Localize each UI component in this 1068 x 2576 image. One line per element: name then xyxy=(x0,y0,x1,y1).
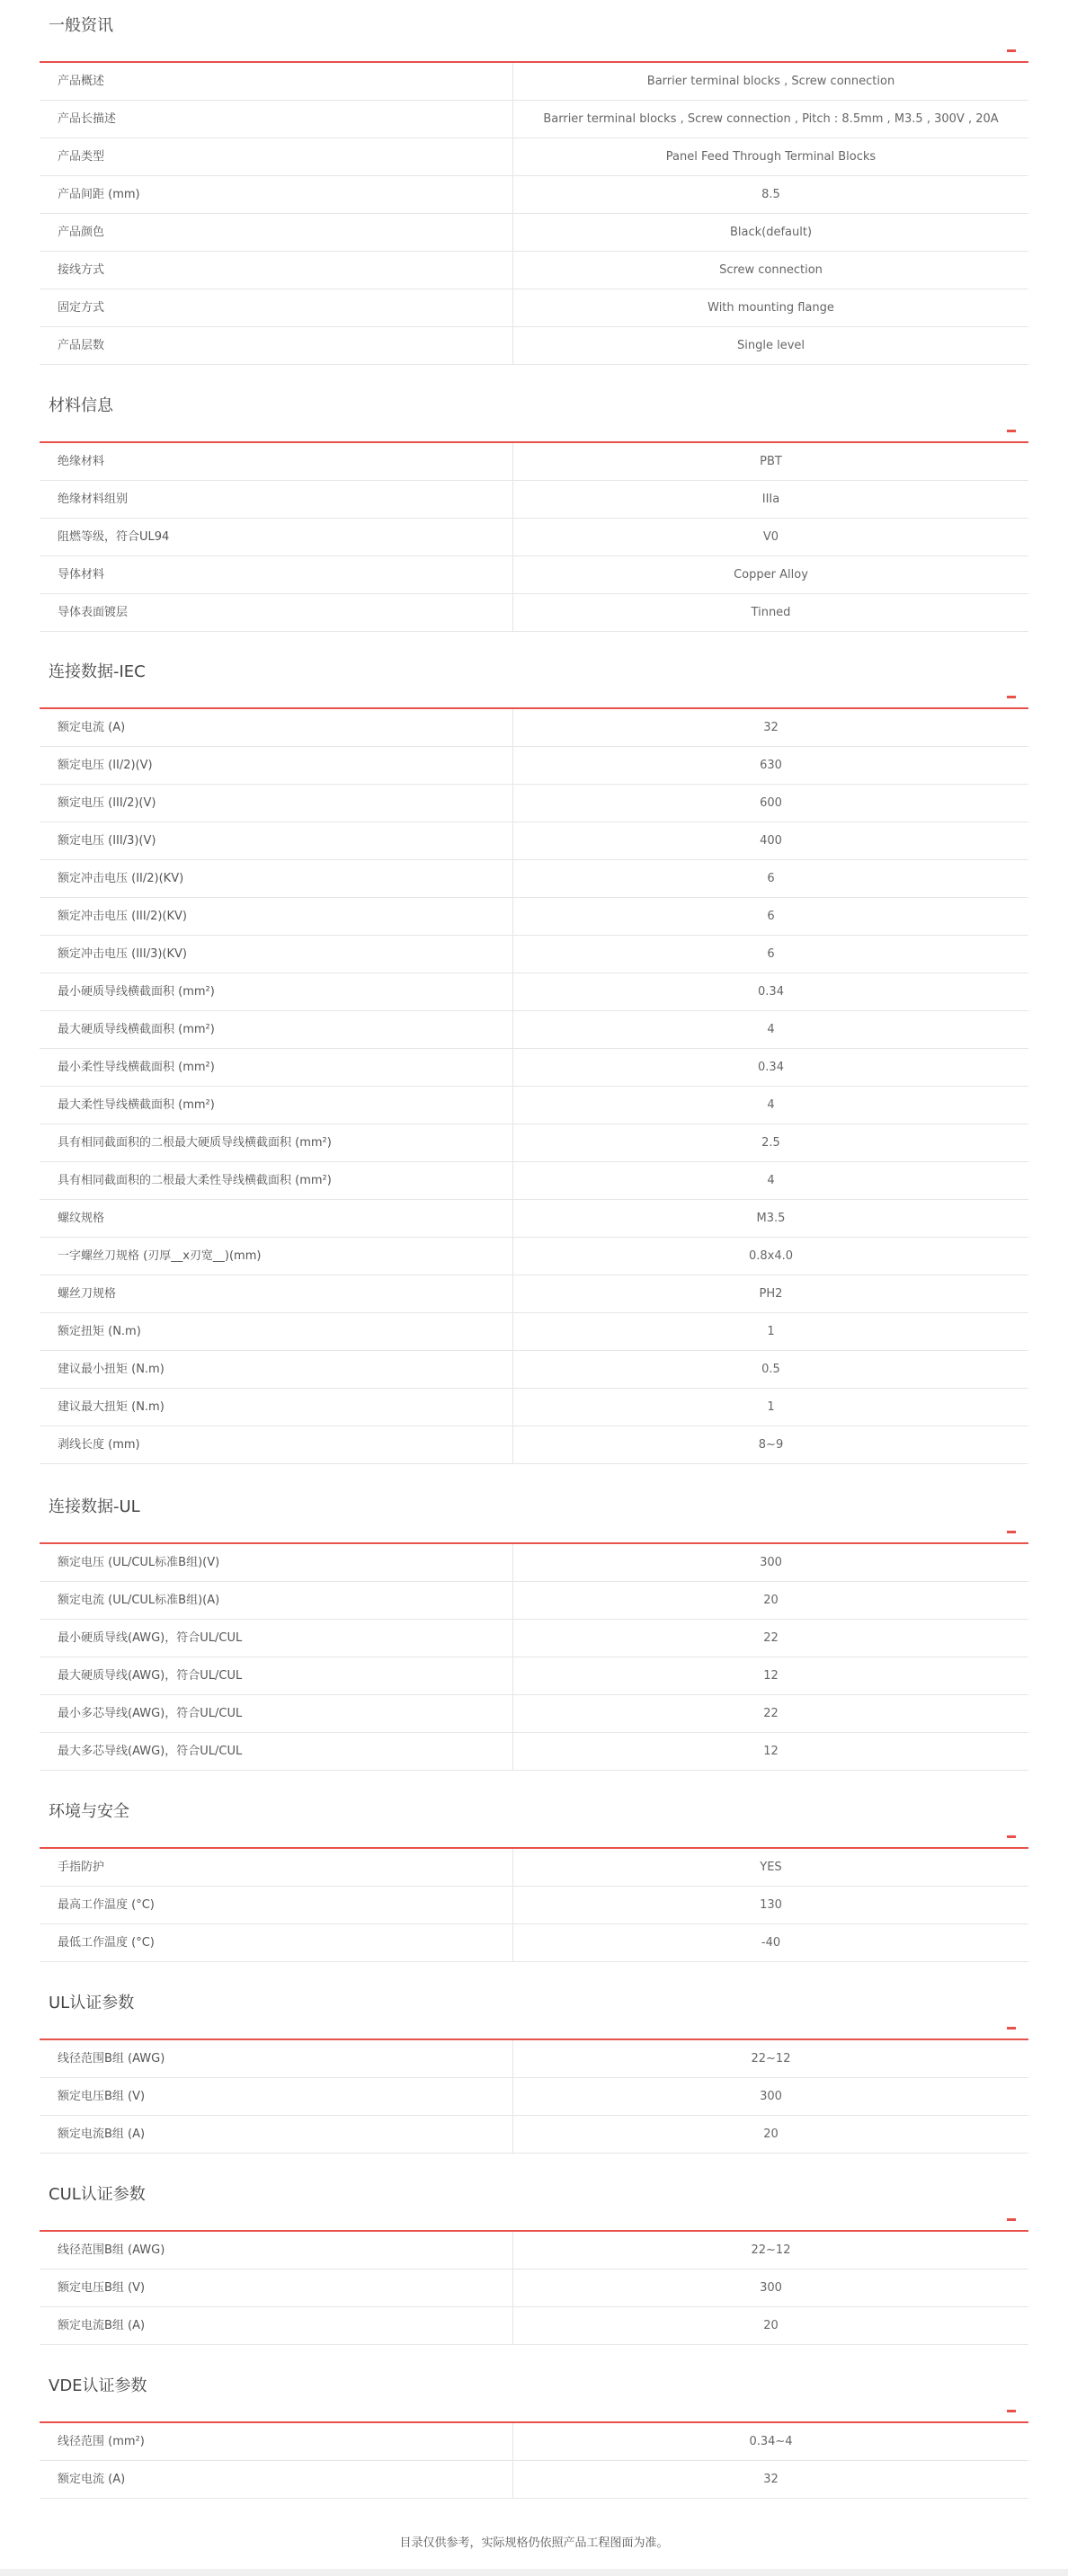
spec-label: 产品间距 (mm) xyxy=(40,176,513,213)
spec-value: Copper Alloy xyxy=(734,568,808,582)
table-row xyxy=(40,214,1028,252)
spec-label: 接线方式 xyxy=(40,252,513,289)
table-row xyxy=(40,443,1028,481)
spec-label: 额定电流 (A) xyxy=(40,709,513,746)
section-title: VDE认证参数 xyxy=(49,2376,147,2395)
section-connection-ul xyxy=(40,1481,1028,1771)
section-header xyxy=(40,2169,1028,2232)
spec-value: 4 xyxy=(767,1174,775,1187)
spec-value: 22~12 xyxy=(751,2052,791,2065)
section-title: 材料信息 xyxy=(49,396,113,415)
table-row xyxy=(40,1011,1028,1049)
table-row xyxy=(40,747,1028,785)
spec-label: 线径范围 (mm²) xyxy=(40,2423,513,2460)
spec-label: 产品概述 xyxy=(40,63,513,100)
table-row xyxy=(40,1124,1028,1162)
spec-value: 130 xyxy=(760,1898,782,1912)
table-row xyxy=(40,2307,1028,2345)
section-header xyxy=(40,646,1028,709)
table-row xyxy=(40,898,1028,936)
spec-table xyxy=(40,2232,1028,2345)
footer-note: 目录仅供参考，实际规格仍依照产品工程图面为准。 xyxy=(399,2536,669,2550)
spec-value: 600 xyxy=(760,796,782,810)
spec-label: 导体材料 xyxy=(40,556,513,593)
section-general-info xyxy=(40,0,1028,365)
spec-label: 导体表面镀层 xyxy=(40,594,513,631)
spec-label: 螺丝刀规格 xyxy=(40,1275,513,1312)
spec-label: 具有相同截面积的二根最大柔性导线横截面积 (mm²) xyxy=(40,1162,513,1199)
table-row xyxy=(40,327,1028,365)
table-row xyxy=(40,101,1028,138)
spec-label: 额定电流B组 (A) xyxy=(40,2307,513,2344)
section-title: 环境与安全 xyxy=(49,1802,129,1821)
table-row xyxy=(40,1313,1028,1351)
spec-value: Black(default) xyxy=(729,226,813,239)
spec-label: 额定电流B组 (A) xyxy=(40,2116,513,2153)
spec-table xyxy=(40,709,1028,1464)
table-row xyxy=(40,2270,1028,2307)
collapse-icon[interactable] xyxy=(1007,2027,1016,2030)
spec-value: Barrier terminal blocks , Screw connection , Pitch : 8.5mm , M3.5 , 300V , 20A xyxy=(543,112,999,126)
table-row xyxy=(40,1544,1028,1582)
spec-label: 额定电流 (UL/CUL标准B组)(A) xyxy=(40,1582,513,1619)
table-row xyxy=(40,1887,1028,1924)
spec-value: IIIa xyxy=(761,493,780,506)
spec-value: 6 xyxy=(767,872,775,885)
spec-label: 最大硬质导线(AWG)，符合UL/CUL xyxy=(40,1657,513,1694)
spec-label: 额定电压 (II/2)(V) xyxy=(40,747,513,784)
table-row xyxy=(40,2116,1028,2154)
table-row xyxy=(40,785,1028,822)
table-row xyxy=(40,709,1028,747)
spec-label: 最大多芯导线(AWG)，符合UL/CUL xyxy=(40,1733,513,1770)
spec-value: 0.34 xyxy=(758,985,784,999)
spec-label: 绝缘材料 xyxy=(40,443,513,480)
spec-value: 0.34~4 xyxy=(749,2435,793,2448)
spec-label: 产品类型 xyxy=(40,138,513,175)
table-row xyxy=(40,2423,1028,2461)
section-title: 一般资讯 xyxy=(49,16,113,35)
spec-label: 线径范围B组 (AWG) xyxy=(40,2232,513,2269)
spec-label: 线径范围B组 (AWG) xyxy=(40,2040,513,2077)
section-environment-safety xyxy=(40,1786,1028,1962)
table-row xyxy=(40,519,1028,556)
spec-value: Single level xyxy=(736,339,805,352)
table-row xyxy=(40,1275,1028,1313)
table-row xyxy=(40,289,1028,327)
collapse-icon[interactable] xyxy=(1007,2410,1016,2412)
section-cul-certification xyxy=(40,2169,1028,2345)
spec-value: 22 xyxy=(763,1631,779,1645)
collapse-icon[interactable] xyxy=(1007,1835,1016,1838)
spec-value: 6 xyxy=(767,947,775,961)
spec-value: 8~9 xyxy=(758,1438,784,1452)
spec-label: 螺纹规格 xyxy=(40,1200,513,1237)
spec-label: 绝缘材料组别 xyxy=(40,481,513,518)
table-row xyxy=(40,1200,1028,1238)
spec-label: 额定电压B组 (V) xyxy=(40,2270,513,2306)
spec-value: 630 xyxy=(760,759,782,772)
spec-table xyxy=(40,443,1028,632)
collapse-icon[interactable] xyxy=(1007,430,1016,432)
table-row xyxy=(40,481,1028,519)
table-row xyxy=(40,1924,1028,1962)
collapse-icon[interactable] xyxy=(1007,1531,1016,1533)
table-row xyxy=(40,1238,1028,1275)
table-row xyxy=(40,176,1028,214)
spec-label: 阻燃等级，符合UL94 xyxy=(40,519,513,555)
table-row xyxy=(40,1087,1028,1124)
spec-value: 0.8x4.0 xyxy=(748,1249,794,1263)
table-row xyxy=(40,1351,1028,1389)
table-row xyxy=(40,1582,1028,1620)
spec-value: Barrier terminal blocks , Screw connection xyxy=(646,75,895,88)
table-row xyxy=(40,252,1028,289)
section-material-info xyxy=(40,380,1028,632)
spec-table xyxy=(40,2040,1028,2154)
section-header xyxy=(40,1481,1028,1544)
spec-label: 额定电压 (III/3)(V) xyxy=(40,822,513,859)
spec-value: 20 xyxy=(763,1594,779,1607)
spec-value: 22~12 xyxy=(751,2243,791,2257)
table-row xyxy=(40,822,1028,860)
section-title: 连接数据-IEC xyxy=(49,662,146,681)
collapse-icon[interactable] xyxy=(1007,2218,1016,2221)
spec-label: 最大硬质导线横截面积 (mm²) xyxy=(40,1011,513,1048)
spec-value: YES xyxy=(760,1861,782,1874)
spec-value: 1 xyxy=(767,1400,775,1414)
spec-value: 12 xyxy=(763,1669,779,1683)
section-connection-iec xyxy=(40,646,1028,1464)
spec-value: 22 xyxy=(763,1707,779,1720)
collapse-icon[interactable] xyxy=(1007,696,1016,698)
table-row xyxy=(40,1695,1028,1733)
section-header xyxy=(40,0,1028,63)
spec-value: 20 xyxy=(763,2127,779,2141)
spec-value: 0.34 xyxy=(758,1061,784,1074)
spec-label: 最小柔性导线横截面积 (mm²) xyxy=(40,1049,513,1086)
table-row xyxy=(40,2078,1028,2116)
spec-label: 额定电压B组 (V) xyxy=(40,2078,513,2115)
section-vde-certification xyxy=(40,2360,1028,2499)
spec-value: 1 xyxy=(767,1325,775,1338)
table-row xyxy=(40,2461,1028,2499)
spec-label: 最小硬质导线(AWG)，符合UL/CUL xyxy=(40,1620,513,1657)
spec-value: 8.5 xyxy=(761,188,780,201)
spec-label: 额定电流 (A) xyxy=(40,2461,513,2498)
table-row xyxy=(40,860,1028,898)
section-header xyxy=(40,1786,1028,1849)
section-title: 连接数据-UL xyxy=(49,1497,140,1516)
spec-label: 产品长描述 xyxy=(40,101,513,138)
table-row xyxy=(40,1426,1028,1464)
spec-label: 一字螺丝刀规格 (刃厚__x刃宽__)(mm) xyxy=(40,1238,513,1275)
spec-value: 20 xyxy=(763,2319,779,2332)
spec-label: 额定电压 (III/2)(V) xyxy=(40,785,513,822)
spec-value: Tinned xyxy=(751,606,791,619)
spec-label: 额定冲击电压 (III/2)(KV) xyxy=(40,898,513,935)
spec-value: 32 xyxy=(763,721,779,734)
page-bottom-bar xyxy=(0,2569,1068,2576)
table-row xyxy=(40,1162,1028,1200)
spec-label: 最低工作温度 (°C) xyxy=(40,1924,513,1961)
table-row xyxy=(40,1049,1028,1087)
spec-value: 4 xyxy=(767,1098,775,1112)
spec-label: 额定扭矩 (N.m) xyxy=(40,1313,513,1350)
section-header xyxy=(40,2360,1028,2423)
spec-value: 300 xyxy=(760,1556,782,1569)
spec-label: 建议最小扭矩 (N.m) xyxy=(40,1351,513,1388)
table-row xyxy=(40,2232,1028,2270)
spec-label: 额定电压 (UL/CUL标准B组)(V) xyxy=(40,1544,513,1581)
spec-value: 4 xyxy=(767,1023,775,1036)
spec-label: 产品层数 xyxy=(40,327,513,364)
spec-value: PBT xyxy=(760,455,782,468)
spec-label: 最高工作温度 (°C) xyxy=(40,1887,513,1923)
spec-table xyxy=(40,2423,1028,2499)
spec-value: 32 xyxy=(763,2473,779,2486)
spec-value: 6 xyxy=(767,910,775,923)
table-row xyxy=(40,1849,1028,1887)
spec-label: 剥线长度 (mm) xyxy=(40,1426,513,1463)
spec-label: 最小硬质导线横截面积 (mm²) xyxy=(40,973,513,1010)
section-title: CUL认证参数 xyxy=(49,2185,146,2204)
section-header xyxy=(40,1977,1028,2040)
spec-label: 具有相同截面积的二根最大硬质导线横截面积 (mm²) xyxy=(40,1124,513,1161)
spec-label: 额定冲击电压 (II/2)(KV) xyxy=(40,860,513,897)
table-row xyxy=(40,2040,1028,2078)
section-ul-certification xyxy=(40,1977,1028,2154)
spec-table xyxy=(40,1544,1028,1771)
spec-value: Screw connection xyxy=(719,263,823,277)
spec-value: 12 xyxy=(763,1745,779,1758)
table-row xyxy=(40,138,1028,176)
spec-value: M3.5 xyxy=(756,1212,786,1225)
spec-value: -40 xyxy=(761,1936,781,1950)
collapse-icon[interactable] xyxy=(1007,49,1016,52)
table-row xyxy=(40,1389,1028,1426)
table-row xyxy=(40,1657,1028,1695)
spec-label: 额定冲击电压 (III/3)(KV) xyxy=(40,936,513,973)
section-title: UL认证参数 xyxy=(49,1994,135,2012)
table-row xyxy=(40,63,1028,101)
spec-value: 300 xyxy=(760,2090,782,2103)
spec-value: With mounting flange xyxy=(708,301,834,315)
spec-label: 最小多芯导线(AWG)，符合UL/CUL xyxy=(40,1695,513,1732)
spec-value: 2.5 xyxy=(761,1136,780,1150)
spec-label: 固定方式 xyxy=(40,289,513,326)
spec-value: 0.5 xyxy=(761,1363,780,1376)
table-row xyxy=(40,556,1028,594)
spec-value: 400 xyxy=(760,834,782,848)
spec-value: 300 xyxy=(760,2281,782,2295)
spec-value: V0 xyxy=(762,530,779,544)
spec-table xyxy=(40,1849,1028,1962)
spec-label: 最大柔性导线横截面积 (mm²) xyxy=(40,1087,513,1124)
table-row xyxy=(40,936,1028,973)
spec-label: 产品颜色 xyxy=(40,214,513,251)
spec-value: PH2 xyxy=(759,1287,783,1301)
table-row xyxy=(40,1620,1028,1657)
table-row xyxy=(40,1733,1028,1771)
table-row xyxy=(40,973,1028,1011)
spec-label: 建议最大扭矩 (N.m) xyxy=(40,1389,513,1426)
spec-value: Panel Feed Through Terminal Blocks xyxy=(665,150,877,164)
section-header xyxy=(40,380,1028,443)
spec-label: 手指防护 xyxy=(40,1849,513,1886)
table-row xyxy=(40,594,1028,632)
spec-table xyxy=(40,63,1028,365)
